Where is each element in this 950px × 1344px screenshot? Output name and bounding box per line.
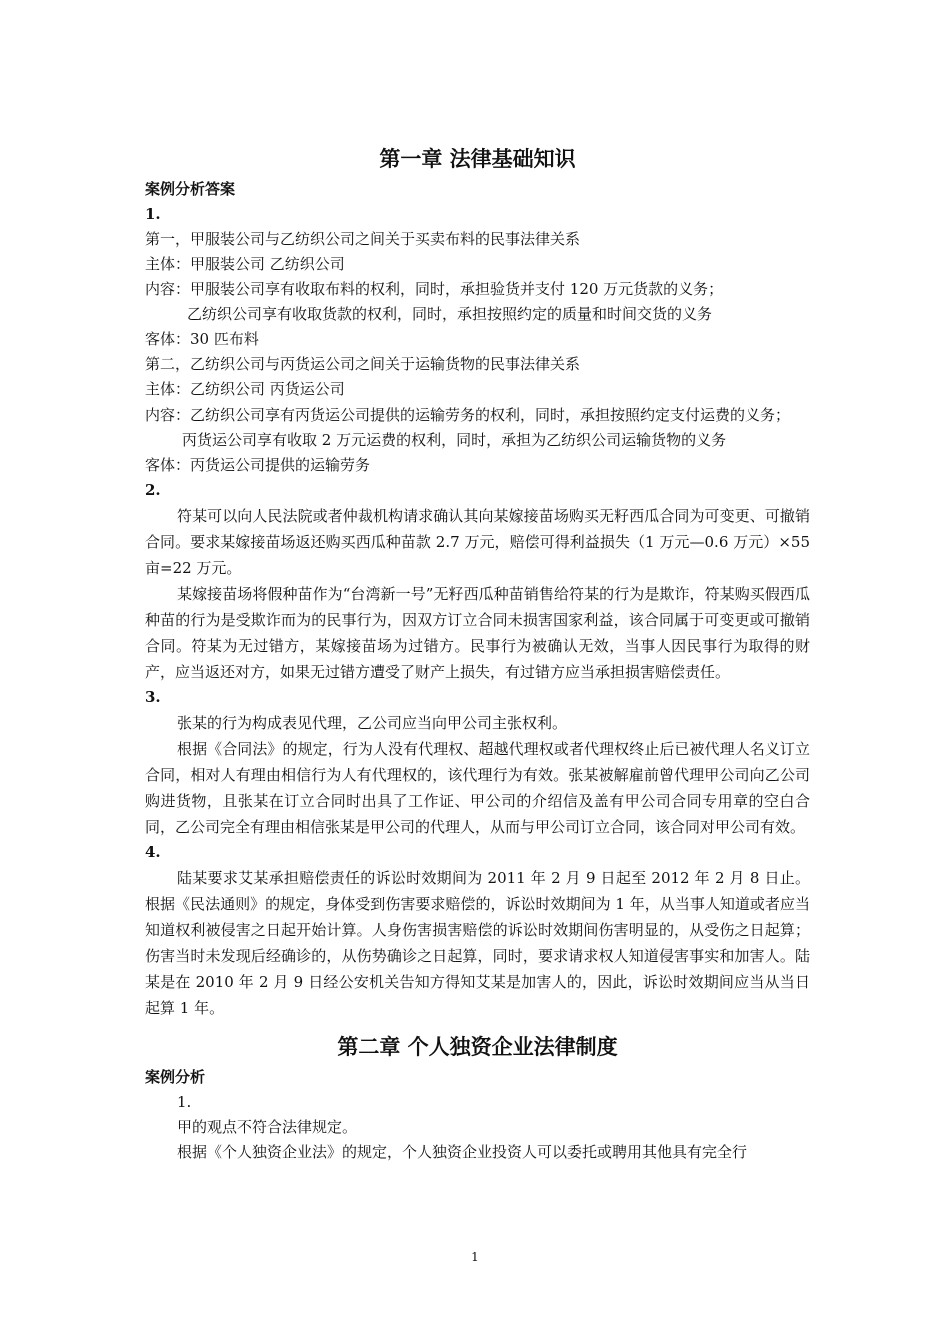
q1-line: 客体：30 匹布料 [145,330,259,348]
q3-number: 3. [145,688,161,706]
q1-number: 1. [145,205,161,223]
q1-line: 第二，乙纺织公司与丙货运公司之间关于运输货物的民事法律关系 [145,355,581,373]
q1-line: 主体：乙纺织公司 丙货运公司 [145,380,345,398]
q1-line: 内容：乙纺织公司享有丙货运公司提供的运输劳务的权利，同时，承担按照约定支付运费的义务； [145,406,791,424]
q4-number: 4. [145,843,161,861]
page-number: 1 [471,1250,479,1264]
q1-line: 乙纺织公司享有收取货款的权利，同时，承担按照约定的质量和时间交货的义务 [187,305,713,323]
q4-paragraph: 陆某要求艾某承担赔偿责任的诉讼时效期间为 2011 年 2 月 9 日起至 2012 年 2 月 8 日止。根据《民法通则》的规定，身体受到伤害要求赔偿的，诉讼时效期间为 1 年，从当事人知道或者应当知道权利被侵害之日起开始计算。人身伤害损害赔偿的诉讼时效期间伤害明显的，从受伤之日起算；伤害当时未发现后经确诊的，从伤势确诊之日起算，同时，要求请求权人知道侵害事实和加害人。陆某是在 2010 年 2 月 9 日经公安机关告知方得知艾某是加害人的，因此，诉讼时效期间应当从当日起算 1 年。 [145,869,810,1017]
ch2-q1-number: 1. [177,1093,192,1111]
chapter2-subtitle: 案例分析 [145,1068,206,1086]
ch2-q1-paragraph: 甲的观点不符合法律规定。 [177,1118,358,1136]
q3-paragraph: 张某的行为构成表见代理，乙公司应当向甲公司主张权利。 [177,714,568,732]
q1-line: 内容：甲服装公司享有收取布料的权利，同时，承担验货并支付 120 万元货款的义务； [145,280,724,298]
q2-number: 2. [145,481,161,499]
q2-paragraph: 某嫁接苗场将假种苗作为“台湾新一号”无籽西瓜种苗销售给符某的行为是欺诈，符某购买假西瓜种苗的行为是受欺诈而为的民事行为，因双方订立合同未损害国家利益，该合同属于可变更或可撤销合同。符某为无过错方，某嫁接苗场为过错方。民事行为被确认无效，当事人因民事行为取得的财产，应当返还对方，如果无过错方遭受了财产上损失，有过错方应当承担损害赔偿责任。 [145,585,810,681]
page-content [145,145,810,1165]
q2-paragraph: 符某可以向人民法院或者仲裁机构请求确认其向某嫁接苗场购买无籽西瓜合同为可变更、可撤销合同。要求某嫁接苗场返还购买西瓜种苗款 2.7 万元，赔偿可得利益损失（1 万元—0.6 万元）×55 亩=22 万元。 [145,507,810,577]
chapter1-title: 第一章 法律基础知识 [379,147,576,171]
chapter2-title: 第二章 个人独资企业法律制度 [337,1035,618,1059]
chapter1-subtitle: 案例分析答案 [145,180,236,198]
q1-line: 丙货运公司享有收取 2 万元运费的权利，同时，承担为乙纺织公司运输货物的义务 [182,431,727,449]
q3-paragraph: 根据《合同法》的规定，行为人没有代理权、超越代理权或者代理权终止后已被代理人名义订立合同，相对人有理由相信行为人有代理权的，该代理行为有效。张某被解雇前曾代理甲公司向乙公司购进货物，且张某在订立合同时出具了工作证、甲公司的介绍信及盖有甲公司合同专用章的空白合同，乙公司完全有理由相信张某是甲公司的代理人，从而与甲公司订立合同，该合同对甲公司有效。 [145,740,810,836]
q1-line: 客体：丙货运公司提供的运输劳务 [145,456,371,474]
q1-line: 第一，甲服装公司与乙纺织公司之间关于买卖布料的民事法律关系 [145,230,581,248]
ch2-q1-paragraph: 根据《个人独资企业法》的规定，个人独资企业投资人可以委托或聘用其他具有完全行 [177,1143,748,1161]
q1-line: 主体：甲服装公司 乙纺织公司 [145,255,345,273]
